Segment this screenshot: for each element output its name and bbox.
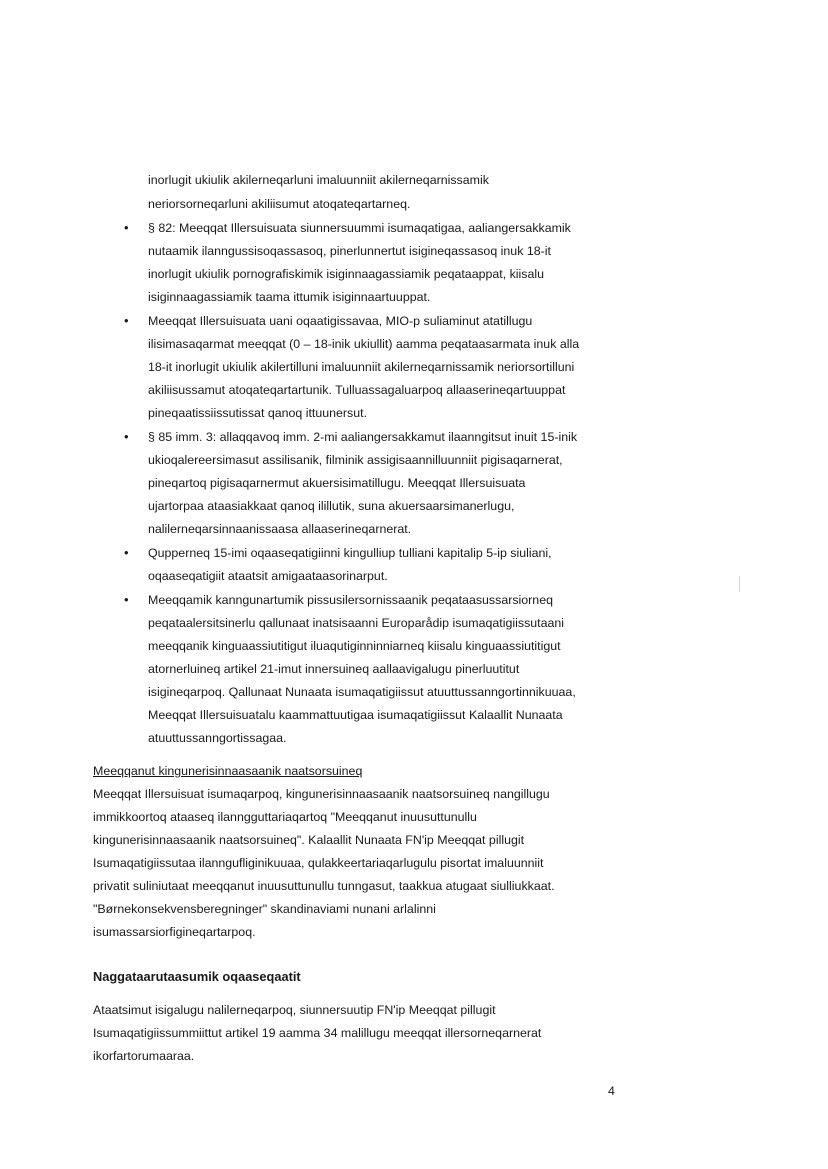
bullet-line: atornerluineq artikel 21-imut innersuineq aallaavigalugu pinerluutitut [148, 662, 520, 676]
continuation-line: inorlugit ukiulik akilerneqarluni imaluunniit akilerneqarnissamik [148, 173, 489, 187]
paragraph-line: kingunerisinnaasaanik naatsorsuineq". Kalaallit Nunaata FN'ip Meeqqat pillugit [93, 833, 525, 847]
bullet-line: Meeqqat Illersuisuata uani oqaatigissavaa, MIO-p suliaminut atatillugu [148, 314, 533, 328]
bullet-line: peqataalersitsinerlu qallunaat inatsisaanni Europarådip isumaqatigiissutaani [148, 616, 565, 630]
paragraph-line: Isumaqatigiissutaa ilanngufliginikuuaa, qulakkeertariaqarlugulu pisortat imaluunniit [93, 856, 544, 870]
paragraph-line: Isumaqatigiissummiittut artikel 19 aamma 34 malillugu meeqqat illersorneqarnerat [93, 1026, 542, 1040]
bullet-marker: • [124, 313, 129, 328]
bullet-line: nutaamik ilanngussisoqassasoq, pinerlunnertut isigineqassasoq inuk 18-it [148, 244, 551, 258]
paragraph-line: immikkoortoq ataaseq ilanngguttariaqartoq "Meeqqanut inuusuttunullu [93, 810, 477, 824]
bullet-line: pineqaatissiissutissat qanoq ittuunersut. [148, 406, 368, 420]
continuation-line: neriorsorneqarluni akiliisumut atoqateqartarneq. [148, 197, 411, 211]
bullet-line: isigineqarpoq. Qallunaat Nunaata isumaqatigiissut atuuttussanngortinnikuuaa, [148, 685, 576, 699]
bullet-line: nalilerneqarsinnaanissaasa allaaserineqarnerat. [148, 522, 412, 536]
bullet-line: 18-it inorlugit ukiulik akilertilluni imaluunniit akilerneqarnissamik neriorsortilluni [148, 360, 575, 374]
paragraph-line: isumassarsiorfigineqartarpoq. [93, 925, 256, 939]
bullet-line: oqaaseqatigiit ataatsit amigaataasorinarput. [148, 569, 388, 583]
scan-mark [739, 576, 740, 592]
paragraph-line: Ataatsimut isigalugu nalilerneqarpoq, siunnersuutip FN'ip Meeqqat pillugit [93, 1003, 496, 1017]
bullet-line: ujartorpaa ataasiakkaat qanoq ilillutik, suna akuersaarsimanerlugu, [148, 499, 515, 513]
bullet-line: inorlugit ukiulik pornografiskimik isiginnaagassiamik peqataappat, kiisalu [148, 267, 545, 281]
bullet-line: ilisimasaqarmat meeqqat (0 – 18-inik ukiullit) aamma peqataasarmata inuk alla [148, 337, 580, 351]
bullet-marker: • [124, 592, 129, 607]
bullet-line: Qupperneq 15-imi oqaaseqatigiinni kingulliup tulliani kapitalip 5-ip siuliani, [148, 546, 552, 560]
bullet-line: Meeqqat Illersuisuatalu kaammattuutigaa isumaqatigiissut Kalaallit Nunaata [148, 708, 563, 722]
bullet-marker: • [124, 220, 129, 235]
bullet-line: atuuttussanngortissagaa. [148, 731, 287, 745]
section-heading: Meeqqanut kingunerisinnaasaanik naatsorsuineq [93, 764, 363, 778]
bullet-line: § 82: Meeqqat Illersuisuata siunnersuummi isumaqatigaa, aaliangersakkamik [148, 221, 571, 235]
bullet-line: meeqqanik kinguaassiutitigut iluaqutiginninniarneq kiisalu kinguaassiutitigut [148, 639, 561, 653]
paragraph-line: Meeqqat Illersuisuat isumaqarpoq, kingunerisinnaasaanik naatsorsuineq nangillugu [93, 787, 550, 801]
bullet-line: § 85 imm. 3: allaqqavoq imm. 2-mi aaliangersakkamut ilaanngitsut inuit 15-inik [148, 430, 578, 444]
bullet-line: pineqartoq pigisaqarnermut akuersisimatillugu. Meeqqat Illersuisuata [148, 476, 526, 490]
bullet-marker: • [124, 545, 129, 560]
paragraph-line: ikorfartorumaaraa. [93, 1049, 195, 1063]
bullet-line: akiliisussamut atoqateqartartunik. Tulluassagaluarpoq allaaserineqartuuppat [148, 383, 566, 397]
bullet-line: Meeqqamik kanngunartumik pissusilersornissaanik peqataasussarsiorneq [148, 593, 553, 607]
paragraph-line: privatit suliniutaat meeqqanut inuusuttunullu tunngasut, taakkua atugaat siulliukkaat. [93, 879, 555, 893]
paragraph-line: "Børnekonsekvensberegninger" skandinaviami nunani arlalinni [93, 902, 436, 916]
bullet-line: isiginnaagassiamik taama ittumik isiginnaartuuppat. [148, 290, 431, 304]
bullet-line: ukioqalereersimasut assilisanik, filminik assigisaannilluunniit pigisaqarnerat, [148, 453, 563, 467]
section-heading: Naggataarutaasumik oqaaseqaatit [93, 969, 301, 984]
bullet-marker: • [124, 429, 129, 444]
page-number: 4 [608, 1084, 615, 1098]
